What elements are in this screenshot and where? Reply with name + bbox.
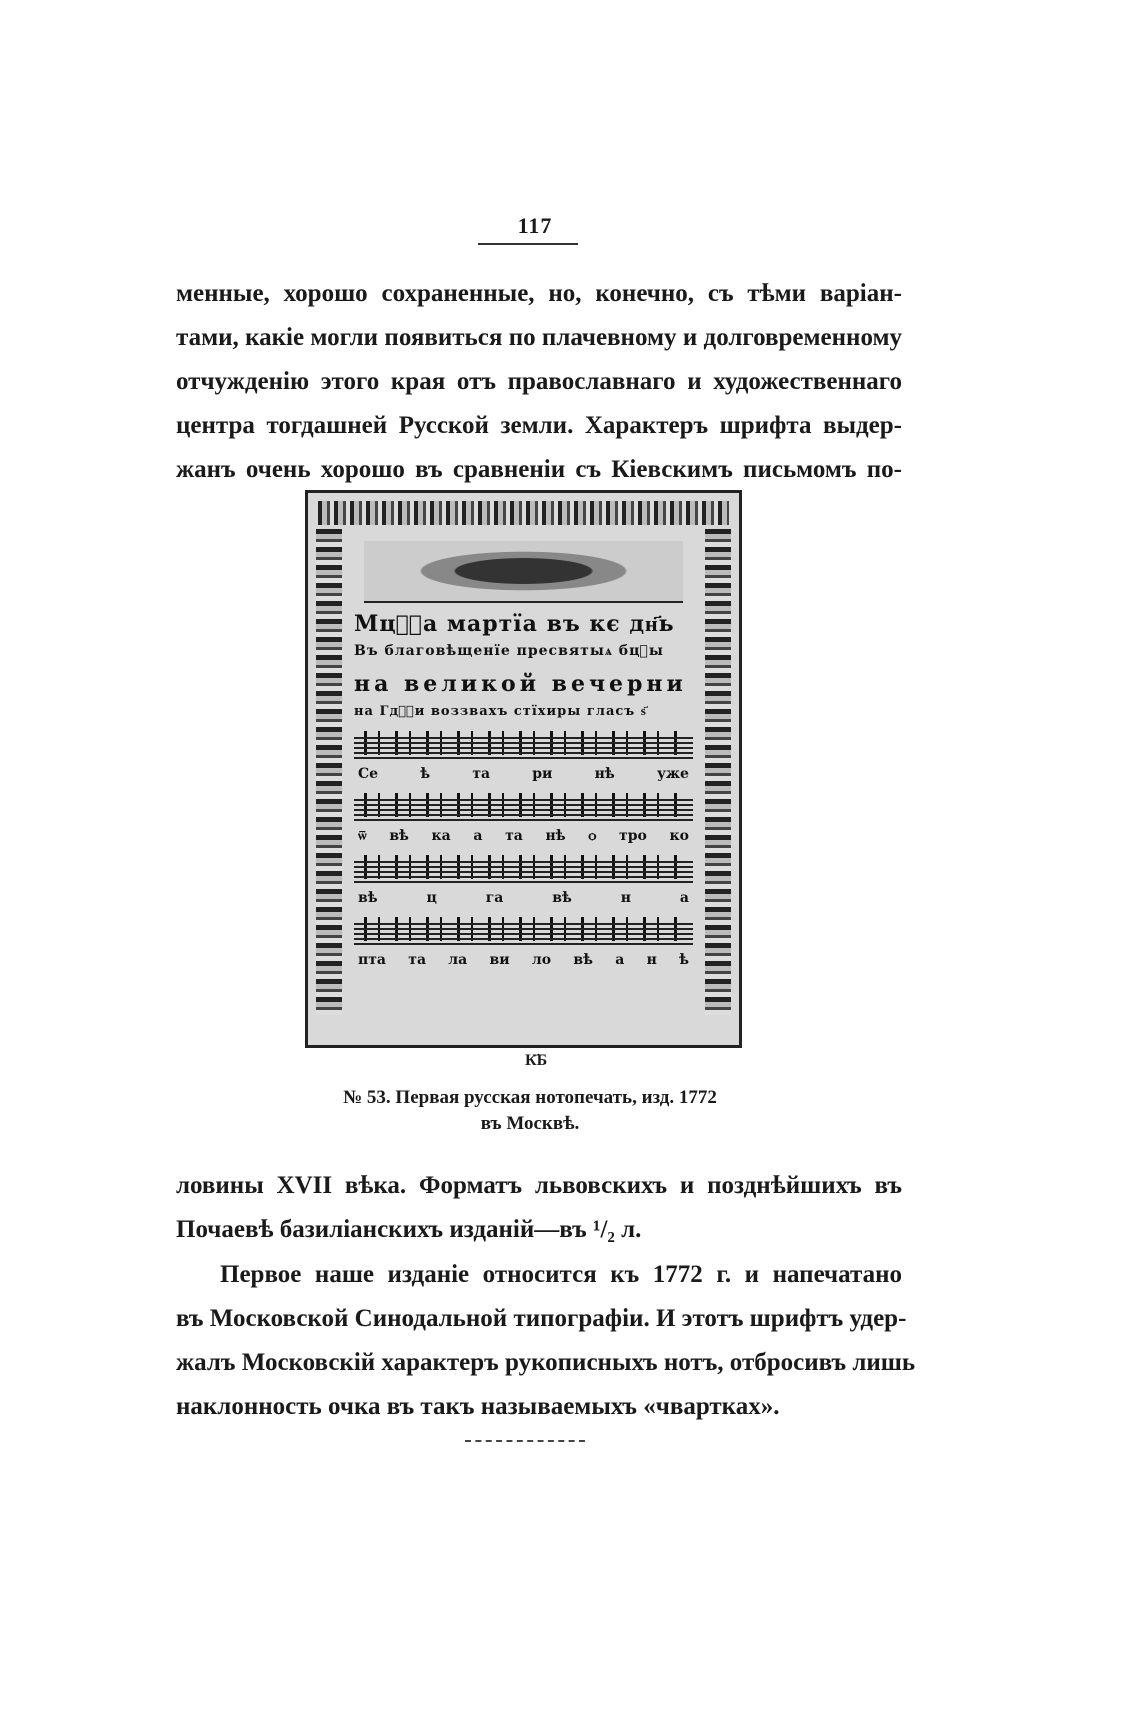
lyrics-row xyxy=(358,766,689,782)
lyric-syllable: та xyxy=(408,952,427,968)
music-staff xyxy=(354,799,693,821)
music-staff xyxy=(354,923,693,945)
lyric-syllable: тро xyxy=(619,828,647,844)
headpiece-ornament xyxy=(364,541,683,603)
lyric-syllable: ла xyxy=(448,952,468,968)
ornament-border-left xyxy=(316,529,342,1015)
lyric-syllable: та xyxy=(505,828,523,844)
lyrics-row xyxy=(358,952,689,968)
paragraph-3-line: наклонность очка въ такъ называемыхъ «чвартках». xyxy=(176,1393,780,1420)
lyric-syllable: вѣ xyxy=(358,890,378,906)
lyric-syllable: ѻ xyxy=(588,828,597,844)
lyric-syllable: та xyxy=(472,766,491,782)
lyric-syllable: ка xyxy=(431,828,451,844)
lyric-syllable: вѣ xyxy=(552,890,572,906)
ornament-border-right xyxy=(705,529,731,1015)
paragraph-1-line: менные, хорошо сохраненные, но, конечно, съ тѣми варіан- xyxy=(176,280,902,307)
lyric-syllable: ви xyxy=(489,952,510,968)
lyric-syllable: пта xyxy=(358,952,386,968)
paragraph-1-line: центра тогдашней Русской земли. Характеръ шрифта выдер- xyxy=(176,412,902,439)
lyric-syllable: нѣ xyxy=(545,828,566,844)
lyric-syllable: ѣ xyxy=(420,766,431,782)
lyrics-row xyxy=(358,890,689,906)
paragraph-1-line: отчужденію этого края отъ православнаго и художественнаго xyxy=(176,368,902,395)
figure-service-line: на великой вечерни xyxy=(354,671,687,697)
lyric-syllable: ц xyxy=(426,890,437,906)
paragraph-2-line: Почаевѣ базиліанскихъ изданій—въ ¹/₂ л. xyxy=(176,1216,642,1243)
figure-heading-line: Мцⷭ҇а мартїа въ кє дн҃ь xyxy=(354,611,675,637)
lyric-syllable: н xyxy=(646,952,657,968)
lyric-syllable: ѿ xyxy=(358,828,367,844)
signature-mark: К҃Б xyxy=(525,1052,548,1069)
lyric-syllable: га xyxy=(485,890,504,906)
lyric-syllable: н xyxy=(620,890,631,906)
ornament-border-top xyxy=(318,501,729,525)
page-number-rule xyxy=(478,243,578,245)
paragraph-3 xyxy=(176,1253,916,1429)
lyric-syllable: Се xyxy=(358,766,379,782)
paragraph-2 xyxy=(176,1164,902,1252)
lyric-syllable: уже xyxy=(656,766,689,782)
music-staff xyxy=(354,861,693,883)
lyric-syllable: нѣ xyxy=(594,766,615,782)
page-number: 117 xyxy=(517,213,553,238)
paragraph-3-line: въ Московской Синодальной типографіи. И этотъ шрифтъ удер- xyxy=(176,1305,907,1332)
lyric-syllable: вѣ xyxy=(389,828,409,844)
figure-tone-line: на Гдⷭ҇и воззвахъ стїхиры гласъ ѕ҃ xyxy=(354,704,647,719)
figure-caption-line: № 53. Первая русская нотопечать, изд. 1772 xyxy=(343,1087,717,1108)
figure-subheading-line: Въ благовѣщенїе пресвятыѧ бцⷣы xyxy=(354,643,664,659)
lyric-syllable: а xyxy=(615,952,625,968)
paragraph-3-line: жалъ Московскій характеръ рукописныхъ нотъ, отбросивъ лишь xyxy=(176,1349,916,1376)
lyric-syllable: ко xyxy=(669,828,689,844)
lyrics-row xyxy=(358,828,689,845)
lyric-syllable: вѣ xyxy=(573,952,593,968)
music-print-figure xyxy=(305,490,742,1048)
figure-caption-line: въ Москвѣ. xyxy=(480,1113,580,1134)
lyric-syllable: ло xyxy=(531,952,552,968)
lyric-syllable: а xyxy=(473,828,483,844)
paragraph-2-line: ловины XVII вѣка. Форматъ львовскихъ и позднѣйшихъ въ xyxy=(176,1172,902,1199)
lyric-syllable: ѣ xyxy=(679,952,689,968)
lyric-syllable: а xyxy=(679,890,689,906)
paragraph-1-line: жанъ очень хорошо въ сравненіи съ Кіевскимъ письмомъ по- xyxy=(176,456,902,483)
music-staff xyxy=(354,737,693,759)
lyric-syllable: ри xyxy=(532,766,553,782)
end-rule xyxy=(465,1440,585,1442)
paragraph-1 xyxy=(176,272,902,492)
paragraph-1-line: тами, какіе могли появиться по плачевному и долговременному xyxy=(176,324,902,351)
paragraph-3-line: Первое наше изданіе относится къ 1772 г. и напечатано xyxy=(220,1261,902,1288)
